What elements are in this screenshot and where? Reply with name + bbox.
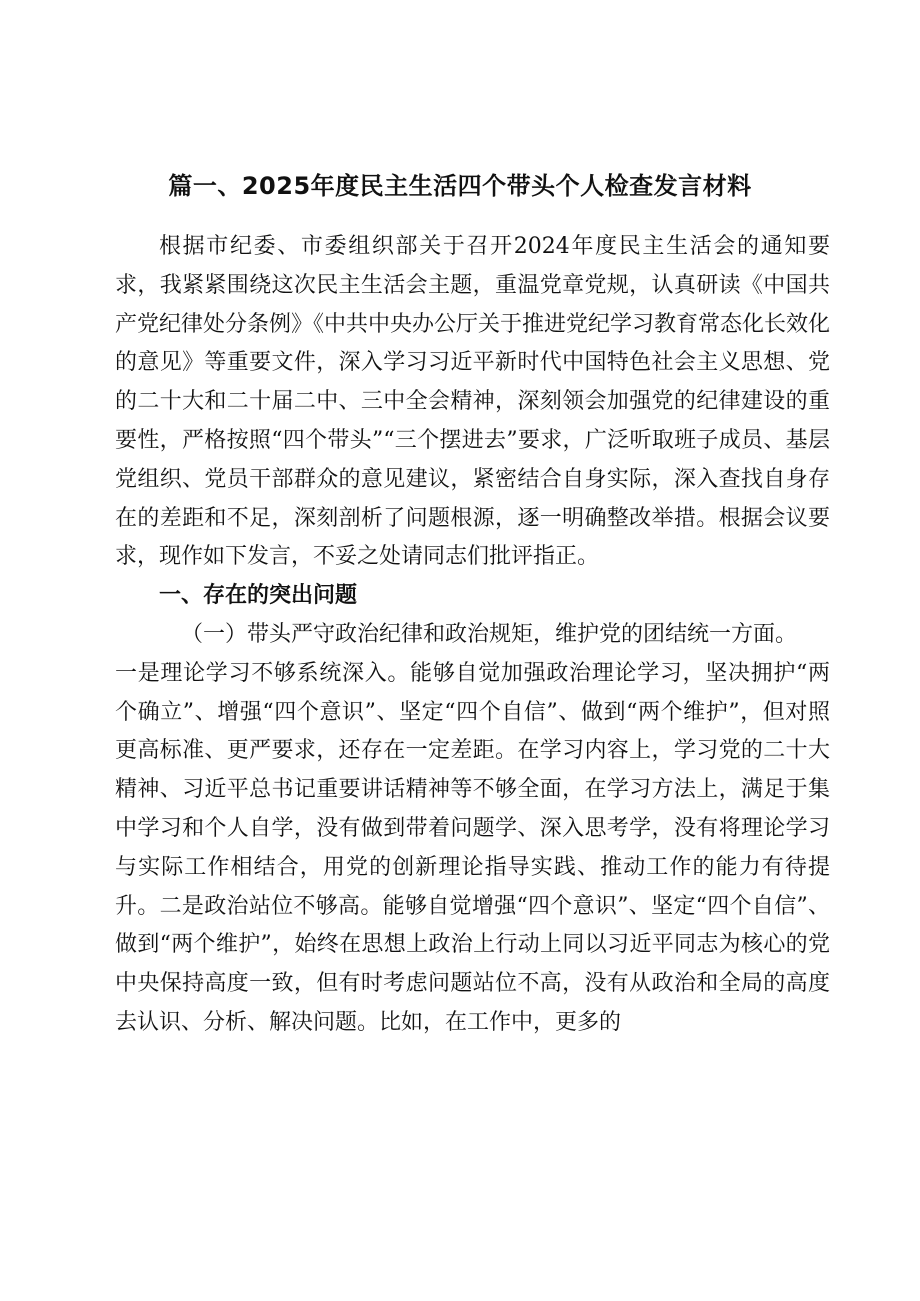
document-title: 篇一、2025年度民主生活四个带头个人检查发言材料 bbox=[168, 172, 752, 200]
document-body bbox=[115, 228, 830, 1043]
section-heading: 一、存在的突出问题 bbox=[159, 583, 358, 609]
subsection-paragraph: 一是理论学习不够系统深入。能够自觉加强政治理论学习，坚决拥护“两个确立”、增强“四个意识”、坚定“四个自信”、做到“两个维护”，但对照更高标准、更严要求，还存在一定差距。在学习内容上，学习党的二十大精神、习近平总书记重要讲话精神等不够全面，在学习方法上，满足于集中学习和个人自学，没有做到带着问题学、深入思考学，没有将理论学习与实际工作相结合，用党的创新理论指导实践、推动工作的能力有待提升。二是政治站位不够高。能够自觉增强“四个意识”、坚定“四个自信”、做到“两个维护”，始终在思想上政治上行动上同以习近平同志为核心的党中央保持高度一致，但有时考虑问题站位不高，没有从政治和全局的高度去认识、分析、解决问题。比如，在工作中，更多的 bbox=[115, 660, 830, 1035]
intro-paragraph: 根据市纪委、市委组织部关于召开2024年度民主生活会的通知要求，我紧紧围绕这次民主生活会主题，重温党章党规，认真研读《中国共产党纪律处分条例》《中共中央办公厅关于推进党纪学习教育常态化长效化的意见》等重要文件，深入学习习近平新时代中国特色社会主义思想、党的二十大和二十届二中、三中全会精神，深刻领会加强党的纪律建设的重要性，严格按照“四个带头”“三个摆进去”要求，广泛听取班子成员、基层党组织、党员干部群众的意见建议，紧密结合自身实际，深入查找自身存在的差距和不足，深刻剖析了问题根源，逐一明确整改举措。根据会议要求，现作如下发言，不妥之处请同志们批评指正。 bbox=[115, 234, 831, 570]
subsection-heading: （一）带头严守政治纪律和政治规矩，维护党的团结统一方面。 bbox=[181, 621, 798, 647]
